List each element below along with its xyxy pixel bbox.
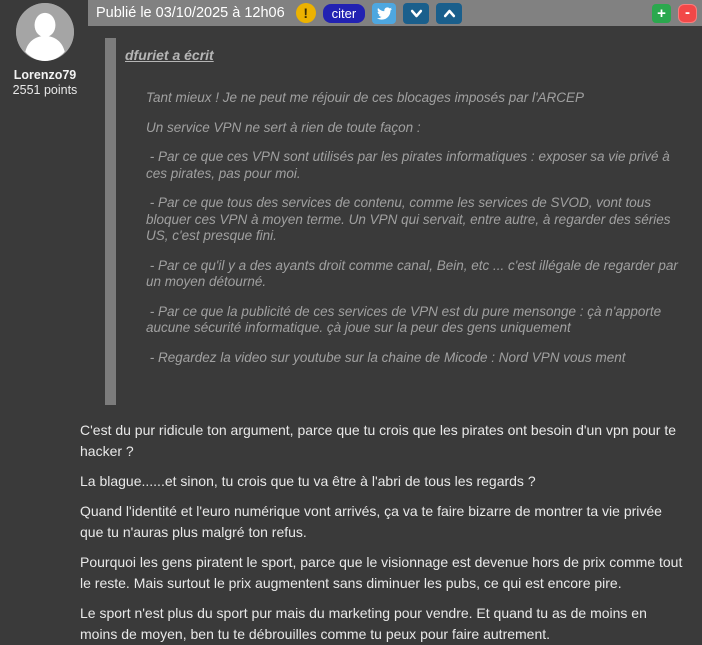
- published-date: Publié le 03/10/2025 à 12h06: [96, 5, 285, 21]
- quoted-message: [105, 38, 688, 405]
- reply-paragraph: Pourquoi les gens piratent le sport, parce que le visionnage est devenue hors de prix comme tout le reste. Mais surtout le prix augmentent sans diminuer les pubs, ce qui est encore pire.: [80, 554, 683, 591]
- post-header-bar: [88, 0, 702, 26]
- quote-author-header[interactable]: dfuriet a écrit: [125, 47, 214, 63]
- scroll-down-button[interactable]: [403, 3, 429, 24]
- avatar[interactable]: [16, 3, 74, 61]
- report-warning-icon[interactable]: !: [296, 3, 316, 23]
- twitter-bird-icon: [377, 6, 392, 21]
- twitter-share-button[interactable]: [372, 3, 396, 24]
- reply-paragraph: Le sport n'est plus du sport pur mais du marketing pour vendre. Et quand tu as de moins en moins de moyen, ben tu te débrouilles comme tu peux pour faire autrement.: [80, 605, 647, 642]
- person-silhouette-icon: [16, 3, 74, 61]
- quote-paragraph: - Par ce que tous des services de contenu, comme les services de SVOD, vont tous bloquer ces VPN à moyen terme. Un VPN qui servait, entre autre, à regarder des séries US, c'est presque fini.: [146, 195, 675, 243]
- author-points: 2551 points: [12, 83, 78, 97]
- quote-paragraph: Tant mieux ! Je ne peut me réjouir de ces blocages imposés par l'ARCEP: [146, 90, 585, 105]
- chevron-up-icon: [442, 7, 457, 20]
- reply-body: [80, 420, 686, 645]
- reply-paragraph: C'est du pur ridicule ton argument, parce que tu crois que les pirates ont besoin d'un vpn pour te hacker ?: [80, 422, 677, 459]
- author-box: [3, 2, 87, 98]
- quote-paragraph: - Par ce qu'il y a des ayants droit comme canal, Bein, etc ... c'est illégale de regarder par un moyen détourné.: [146, 257, 682, 289]
- quote-paragraph: - Par ce que la publicité de ces services de VPN est du pure mensonge : çà n'apporte aucune sécurité informatique. çà joue sur la peur des gens uniquement: [146, 303, 665, 335]
- downvote-button[interactable]: -: [678, 4, 697, 23]
- quote-reply-button[interactable]: citer: [323, 4, 366, 23]
- quote-paragraph: Un service VPN ne sert à rien de toute façon :: [146, 119, 421, 135]
- reply-paragraph: Quand l'identité et l'euro numérique vont arrivés, ça va te faire bizarre de montrer ta vie privée que tu n'auras plus malgré ton refus.: [80, 503, 662, 540]
- quote-paragraph: - Par ce que ces VPN sont utilisés par les pirates informatiques : exposer sa vie privé à ces pirates, pas pour moi.: [146, 149, 674, 181]
- chevron-down-icon: [409, 7, 424, 20]
- upvote-button[interactable]: +: [652, 4, 671, 23]
- author-username[interactable]: Lorenzo79: [13, 68, 77, 82]
- quote-paragraph: - Regardez la video sur youtube sur la chaine de Micode : Nord VPN vous ment: [146, 349, 626, 365]
- scroll-up-button[interactable]: [436, 3, 462, 24]
- reply-paragraph: La blague......et sinon, tu crois que tu va être à l'abri de tous les regards ?: [80, 473, 536, 489]
